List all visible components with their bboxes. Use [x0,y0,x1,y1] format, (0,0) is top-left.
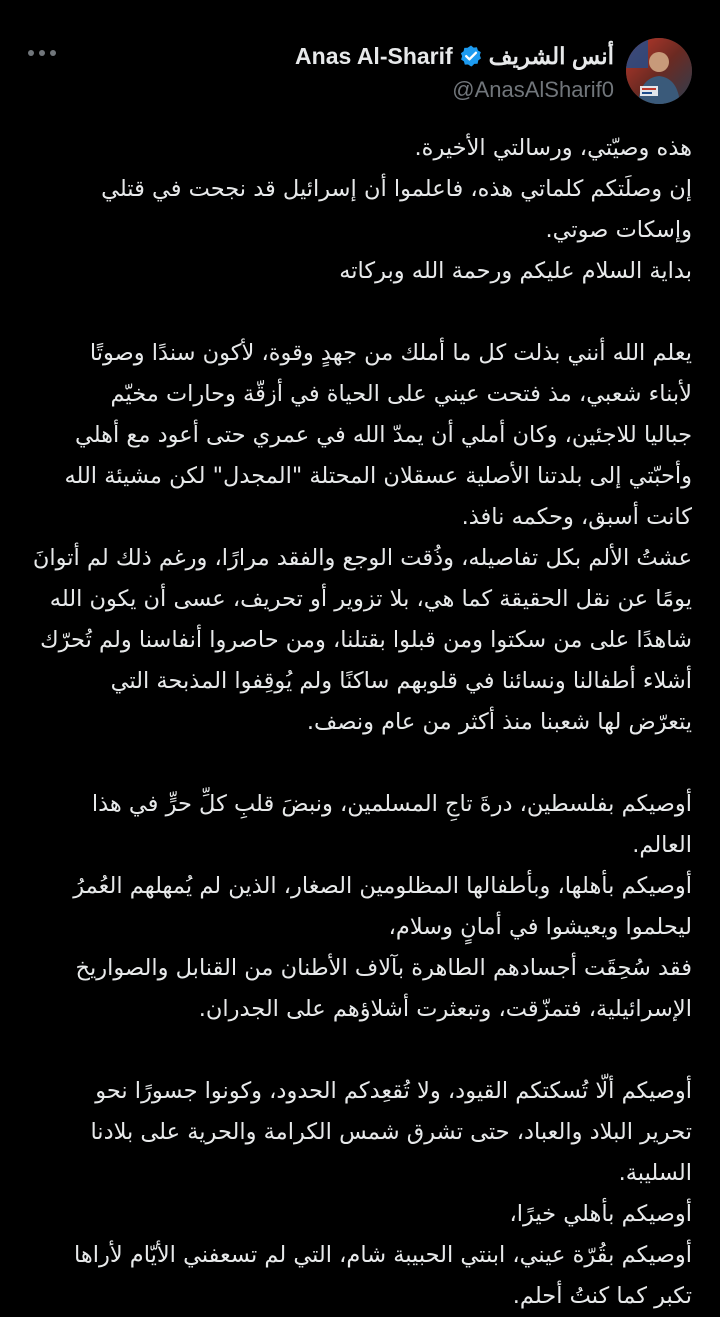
tweet-paragraph [28,128,692,1317]
verified-badge-icon [459,44,483,68]
profile-photo-icon [626,38,692,104]
author-name-arabic[interactable]: أنس الشريف [488,42,614,69]
tweet-line: السليبة. [618,1160,692,1186]
tweet-line: أوصيكم بقُرّة عيني، ابنتي الحبيبة شام، التي لم تسعفني الأيّام لأراها [73,1242,692,1268]
tweet-line: أشلاء أطفالنا ونسائنا في قلوبهم ساكنًا ولم يُوقِفوا المذبحة التي [110,668,692,694]
more-horizontal-icon [27,49,57,57]
author-name-english[interactable]: Anas Al-Sharif [295,42,453,69]
tweet-line: بداية السلام عليكم ورحمة الله وبركاته [339,258,692,284]
tweet-text [28,128,692,1317]
tweet-line: وأحبّتي إلى بلدتنا الأصلية عسقلان المحتلة "المجدل" لكن مشيئة الله [64,463,692,489]
tweet-line: إن وصلَتكم كلماتي هذه، فاعلموا أن إسرائيل قد نجحت في قتلي [101,176,692,202]
tweet-line: يتعرّض لها شعبنا منذ أكثر من عام ونصف. [306,709,692,735]
tweet-line: لأبناء شعبي، مذ فتحت عيني على الحياة في أزقّة وحارات مخيّم [110,381,692,407]
tweet-line: يعلم الله أنني بذلت كل ما أملك من جهدٍ وقوة، لأكون سندًا وصوتًا [89,340,692,366]
author-handle[interactable]: @AnasAlSharif0 [452,77,614,102]
paragraph-gap [28,743,692,784]
tweet-line: جباليا للاجئين، وكان أملي أن يمدّ الله في عمري حتى أعود مع أهلي [74,422,692,448]
tweet-line: الإسرائيلية، فتمزّقت، وتبعثرت أشلاؤهم على الجدران. [198,996,692,1022]
tweet-line: هذه وصيّتي، ورسالتي الأخيرة. [414,135,692,161]
more-options-button[interactable] [24,38,60,68]
name-row [214,40,614,72]
tweet-line: تكبر كما كنتُ أحلم. [512,1283,692,1309]
tweet-line: يومًا عن نقل الحقيقة كما هي، بلا تزوير أو تحريف، عسى أن يكون الله [49,586,692,612]
tweet-line: كانت أسبق، وحكمه نافذ. [461,504,692,530]
tweet-line: عشتُ الألم بكل تفاصيله، وذُقت الوجع والفقد مرارًا، ورغم ذلك لم أتوانَ [32,545,692,571]
tweet-line: شاهدًا على من سكتوا ومن قبلوا بقتلنا، ومن حاصروا أنفاسنا ولم تُحرّك [40,627,692,653]
tweet-line: أوصيكم بفلسطين، درةَ تاجِ المسلمين، ونبضَ قلبِ كلِّ حرٍّ في هذا [91,791,692,817]
author-names [214,40,614,104]
paragraph-gap [28,292,692,333]
tweet-line: ليحلموا ويعيشوا في أمانٍ وسلام، [388,914,692,940]
paragraph-gap [28,1030,692,1071]
tweet-line: أوصيكم بأهلها، وبأطفالها المظلومين الصغار، الذين لم يُمهلهم العُمرُ [73,873,692,899]
tweet-line: وإسكات صوتي. [545,217,692,243]
tweet-line: أوصيكم ألّا تُسكتكم القيود، ولا تُقعِدكم الحدود، وكونوا جسورًا نحو [95,1078,692,1104]
tweet-line: تحرير البلاد والعباد، حتى تشرق شمس الكرامة والحرية على بلادنا [90,1119,692,1145]
tweet-line: العالم. [632,832,692,858]
tweet-line: أوصيكم بأهلي خيرًا، [509,1201,692,1227]
avatar[interactable] [626,38,692,104]
tweet-header [0,0,720,120]
tweet-line: فقد سُحِقَت أجسادهم الطاهرة بآلاف الأطنان من القنابل والصواريخ [75,955,692,981]
